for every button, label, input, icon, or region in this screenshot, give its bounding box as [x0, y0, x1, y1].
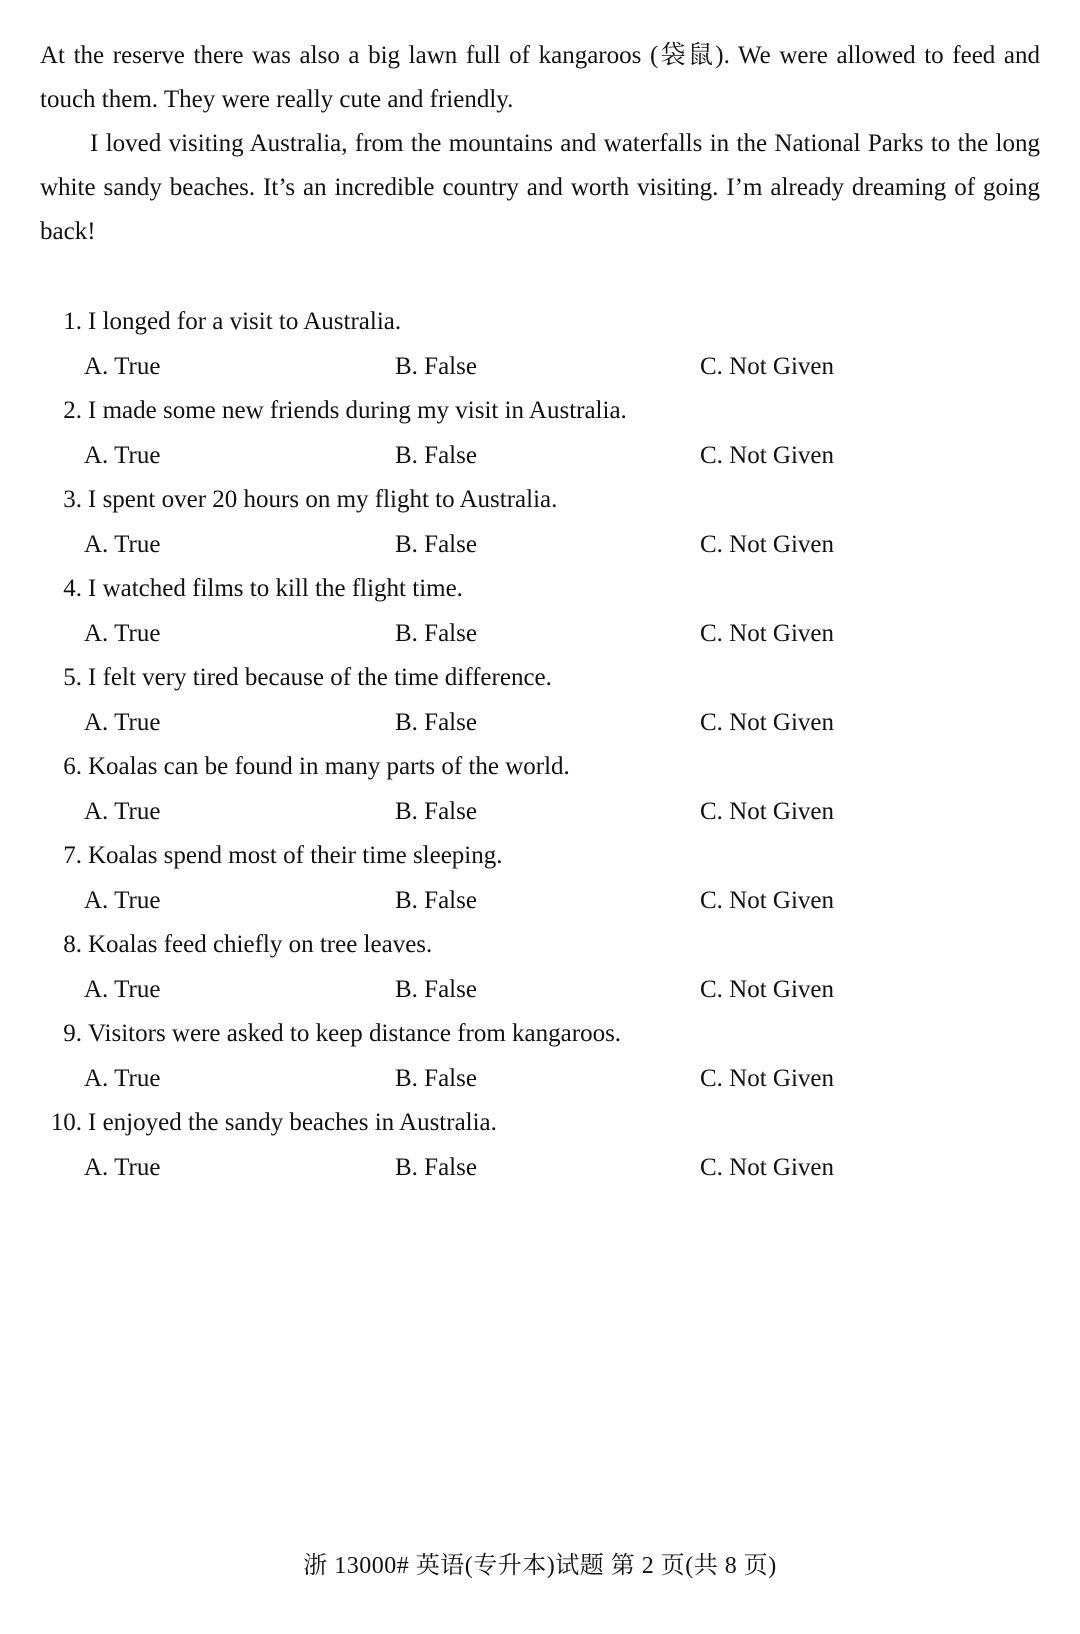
question-number: 8. — [63, 931, 82, 958]
question-text: I watched films to kill the flight time. — [88, 575, 463, 602]
option-a: A. True — [84, 798, 161, 825]
question-item — [38, 389, 1038, 478]
passage-paragraph-2: I loved visiting Australia, from the mountains and waterfalls in the National Parks to the long white sandy beaches. It’s an incredible country and worth visiting. I’m already dreaming of going back! — [40, 130, 1040, 245]
question-item — [38, 300, 1038, 389]
question-text: I enjoyed the sandy beaches in Australia. — [88, 1109, 497, 1136]
question-number: 3. — [63, 486, 82, 513]
question-text: I longed for a visit to Australia. — [88, 308, 402, 335]
question-number: 1. — [63, 308, 82, 335]
question-text: I spent over 20 hours on my flight to Australia. — [88, 486, 558, 513]
question-item — [38, 567, 1038, 656]
question-list — [38, 300, 1038, 1190]
reading-passage — [40, 34, 1040, 254]
passage-paragraph-1: At the reserve there was also a big lawn full of kangaroos (袋鼠). We were allowed to feed and touch them. They were really cute and friendly. — [40, 42, 1040, 113]
option-b: B. False — [395, 887, 477, 914]
question-text: Visitors were asked to keep distance from kangaroos. — [88, 1020, 622, 1047]
question-number: 7. — [63, 842, 82, 869]
option-b: B. False — [395, 1065, 477, 1092]
option-b: B. False — [395, 798, 477, 825]
option-c: C. Not Given — [700, 442, 835, 469]
option-a: A. True — [84, 1065, 161, 1092]
question-text: I felt very tired because of the time difference. — [88, 664, 552, 691]
option-b: B. False — [395, 1154, 477, 1181]
option-c: C. Not Given — [700, 1154, 835, 1181]
option-b: B. False — [395, 620, 477, 647]
option-c: C. Not Given — [700, 620, 835, 647]
question-item — [38, 478, 1038, 567]
option-c: C. Not Given — [700, 531, 835, 558]
question-number: 2. — [63, 397, 82, 424]
question-item — [38, 834, 1038, 923]
option-c: C. Not Given — [700, 798, 835, 825]
question-item — [38, 1101, 1038, 1190]
option-a: A. True — [84, 887, 161, 914]
option-b: B. False — [395, 353, 477, 380]
question-item — [38, 656, 1038, 745]
question-number: 4. — [63, 575, 82, 602]
option-a: A. True — [84, 709, 161, 736]
option-a: A. True — [84, 620, 161, 647]
option-a: A. True — [84, 976, 161, 1003]
option-c: C. Not Given — [700, 353, 835, 380]
option-a: A. True — [84, 1154, 161, 1181]
option-c: C. Not Given — [700, 976, 835, 1003]
option-a: A. True — [84, 353, 161, 380]
page-footer: 浙 13000# 英语(专升本)试题 第 2 页(共 8 页) — [303, 1553, 777, 1579]
question-item — [38, 923, 1038, 1012]
option-a: A. True — [84, 442, 161, 469]
option-b: B. False — [395, 709, 477, 736]
question-text: I made some new friends during my visit in Australia. — [88, 397, 627, 424]
question-number: 6. — [63, 753, 82, 780]
question-number: 10. — [50, 1109, 82, 1136]
question-number: 9. — [63, 1020, 82, 1047]
option-a: A. True — [84, 531, 161, 558]
question-item — [38, 1012, 1038, 1101]
option-b: B. False — [395, 976, 477, 1003]
option-b: B. False — [395, 442, 477, 469]
option-c: C. Not Given — [700, 1065, 835, 1092]
option-c: C. Not Given — [700, 887, 835, 914]
question-number: 5. — [63, 664, 82, 691]
option-b: B. False — [395, 531, 477, 558]
option-c: C. Not Given — [700, 709, 835, 736]
question-item — [38, 745, 1038, 834]
question-text: Koalas feed chiefly on tree leaves. — [88, 931, 433, 958]
question-text: Koalas spend most of their time sleeping. — [88, 842, 503, 869]
question-text: Koalas can be found in many parts of the world. — [88, 753, 570, 780]
